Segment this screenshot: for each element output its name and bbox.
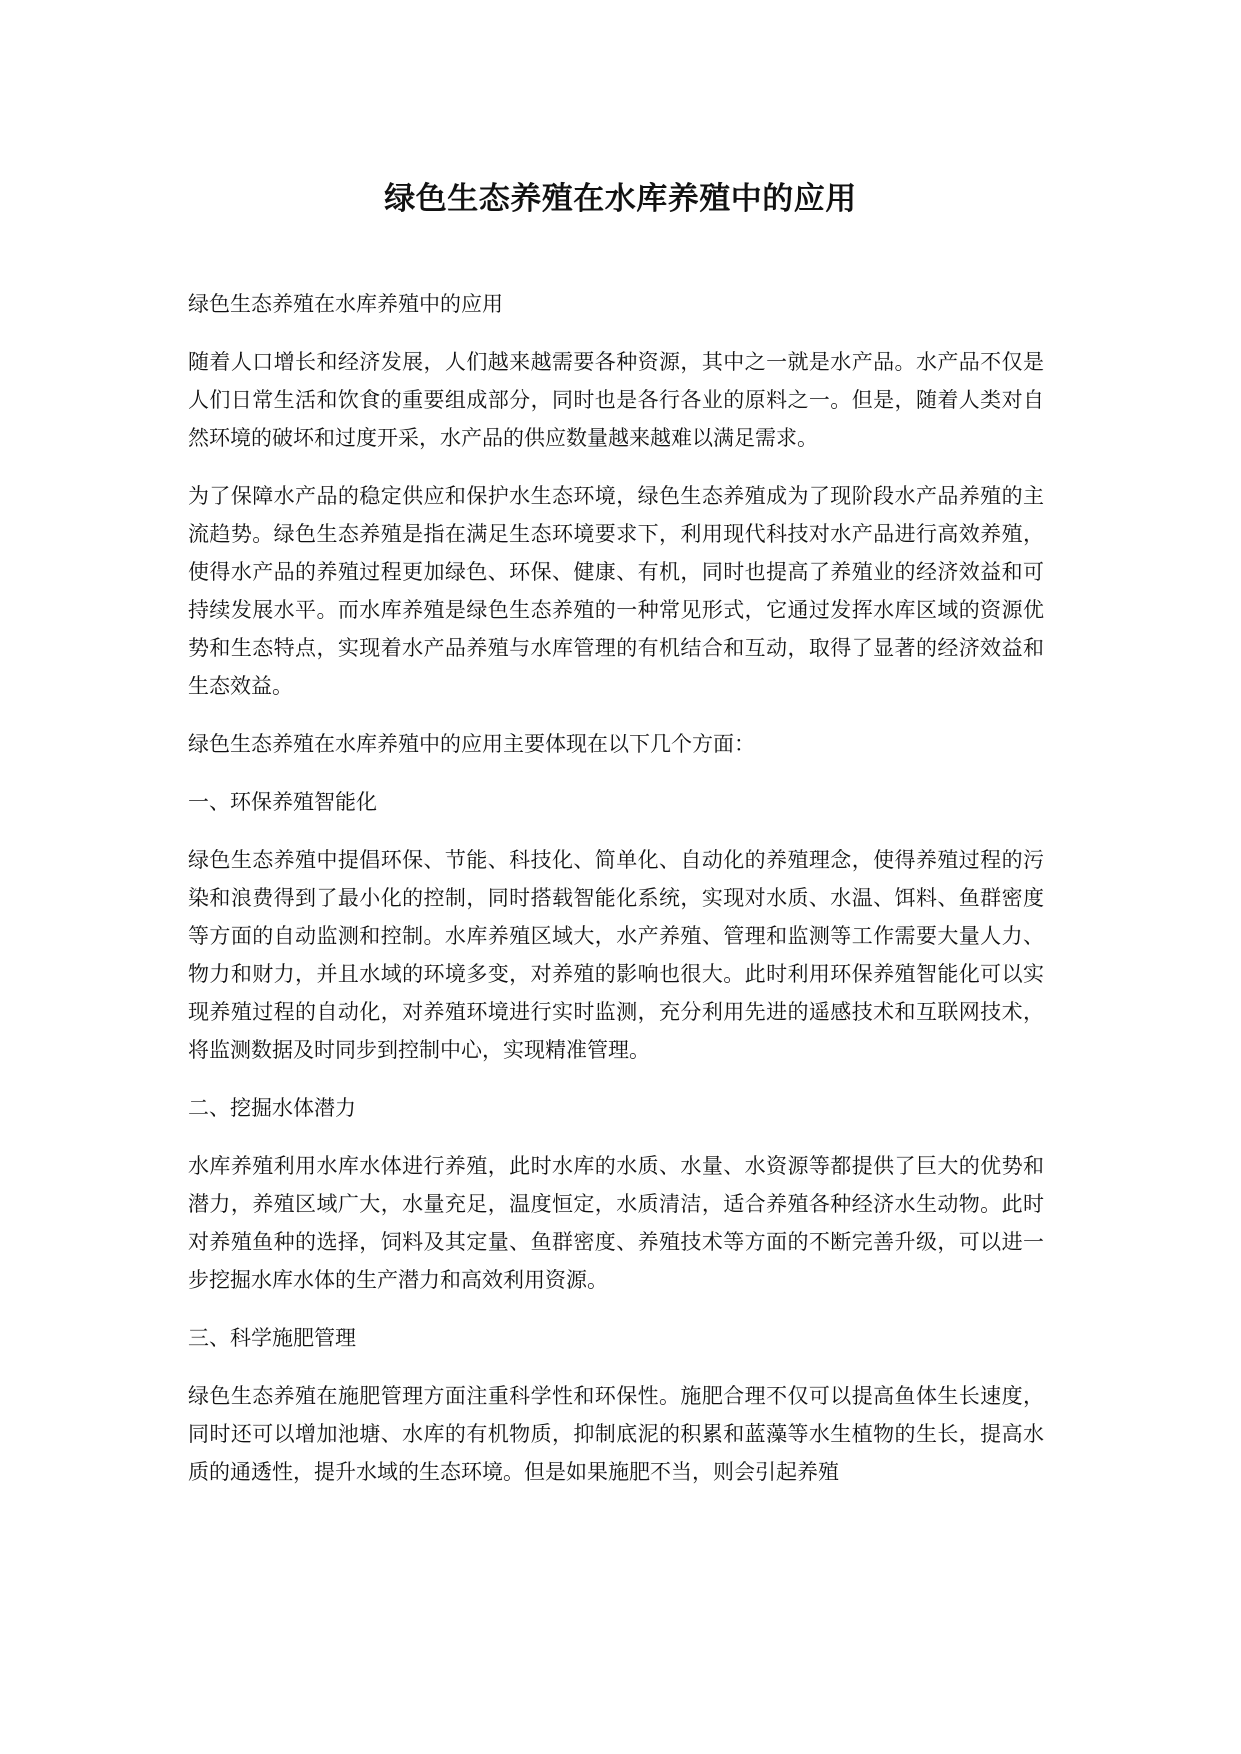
section-2-paragraph: 水库养殖利用水库水体进行养殖，此时水库的水质、水量、水资源等都提供了巨大的优势和潜力，养殖区域广大，水量充足，温度恒定，水质清洁，适合养殖各种经济水生动物。此时对养殖鱼种的选择，饲料及其定量、鱼群密度、养殖技术等方面的不断完善升级，可以进一步挖掘水库水体的生产潜力和高效利用资源。 bbox=[188, 1154, 1044, 1292]
document-title: 绿色生态养殖在水库养殖中的应用 bbox=[384, 181, 857, 217]
document-body bbox=[188, 285, 1044, 1511]
trend-paragraph: 为了保障水产品的稳定供应和保护水生态环境，绿色生态养殖成为了现阶段水产品养殖的主流趋势。绿色生态养殖是指在满足生态环境要求下，利用现代科技对水产品进行高效养殖，使得水产品的养殖过程更加绿色、环保、健康、有机，同时也提高了养殖业的经济效益和可持续发展水平。而水库养殖是绿色生态养殖的一种常见形式，它通过发挥水库区域的资源优势和生态特点，实现着水产品养殖与水库管理的有机结合和互动，取得了显著的经济效益和生态效益。 bbox=[188, 484, 1044, 698]
section-1-paragraph: 绿色生态养殖中提倡环保、节能、科技化、简单化、自动化的养殖理念，使得养殖过程的污染和浪费得到了最小化的控制，同时搭载智能化系统，实现对水质、水温、饵料、鱼群密度等方面的自动监测和控制。水库养殖区域大，水产养殖、管理和监测等工作需要大量人力、物力和财力，并且水域的环境多变，对养殖的影响也很大。此时利用环保养殖智能化可以实现养殖过程的自动化，对养殖环境进行实时监测，充分利用先进的遥感技术和互联网技术，将监测数据及时同步到控制中心，实现精准管理。 bbox=[188, 848, 1044, 1062]
section-heading-1: 一、环保养殖智能化 bbox=[188, 790, 377, 814]
subtitle-paragraph: 绿色生态养殖在水库养殖中的应用 bbox=[188, 292, 503, 316]
section-heading-2: 二、挖掘水体潜力 bbox=[188, 1096, 356, 1120]
aspects-intro-paragraph: 绿色生态养殖在水库养殖中的应用主要体现在以下几个方面： bbox=[188, 732, 755, 756]
section-heading-3: 三、科学施肥管理 bbox=[188, 1326, 356, 1350]
intro-paragraph: 随着人口增长和经济发展，人们越来越需要各种资源，其中之一就是水产品。水产品不仅是人们日常生活和饮食的重要组成部分，同时也是各行各业的原料之一。但是，随着人类对自然环境的破坏和过度开采，水产品的供应数量越来越难以满足需求。 bbox=[188, 350, 1044, 450]
section-3-paragraph: 绿色生态养殖在施肥管理方面注重科学性和环保性。施肥合理不仅可以提高鱼体生长速度，同时还可以增加池塘、水库的有机物质，抑制底泥的积累和蓝藻等水生植物的生长，提高水质的通透性，提升水域的生态环境。但是如果施肥不当，则会引起养殖 bbox=[188, 1384, 1044, 1484]
